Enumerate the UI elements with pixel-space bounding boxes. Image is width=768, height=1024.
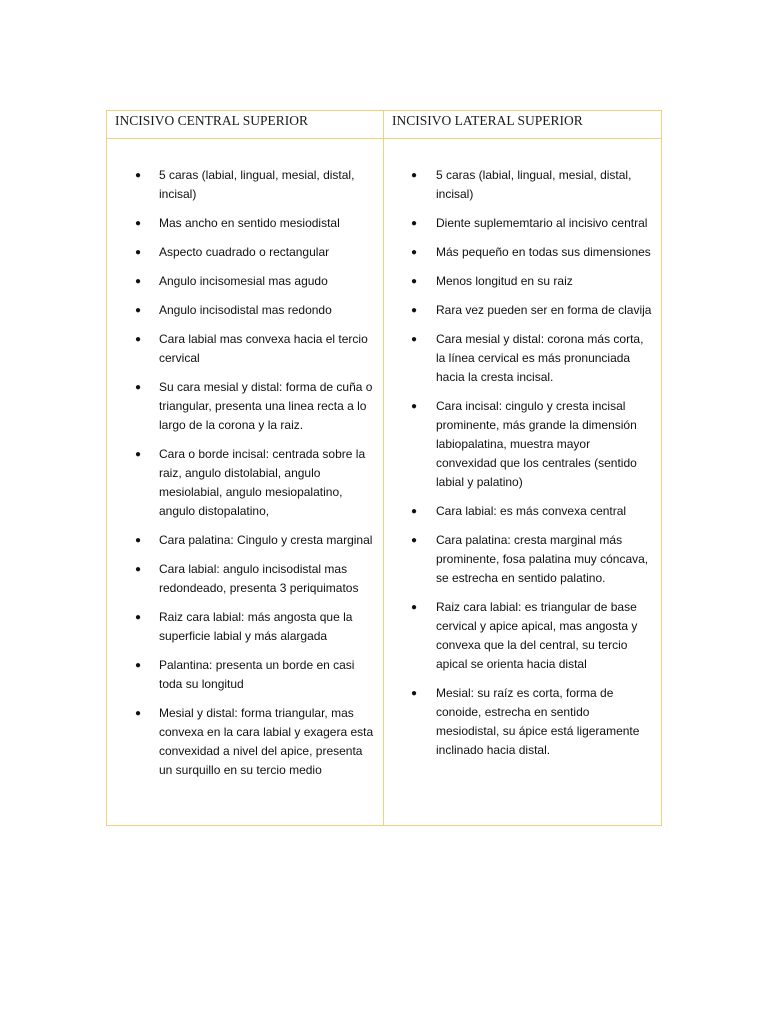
list-item (107, 445, 383, 521)
list-item-text: Raiz cara labial: más angosta que la superficie labial y más alargada (159, 610, 353, 643)
bullet-icon: ● (411, 602, 418, 613)
bullet-icon: ● (411, 535, 418, 546)
bullet-icon: ● (411, 247, 418, 258)
list-item (107, 214, 383, 233)
list-item-text: Rara vez pueden ser en forma de clavija (436, 303, 652, 317)
header-incisivo-central: INCISIVO CENTRAL SUPERIOR (107, 111, 384, 139)
list-item-text: Mesial y distal: forma triangular, mas convexa en la cara labial y exagera esta convexidad a nivel del apice, presenta un surquillo en su tercio medio (159, 706, 374, 777)
list-item (107, 330, 383, 368)
list-item (384, 684, 661, 760)
lateral-list (384, 139, 661, 760)
column-incisivo-central (107, 139, 384, 825)
header-incisivo-lateral: INCISIVO LATERAL SUPERIOR (384, 111, 661, 139)
list-item (107, 378, 383, 435)
list-item-text: 5 caras (labial, lingual, mesial, distal, incisal) (436, 168, 632, 201)
bullet-icon: ● (135, 660, 142, 671)
bullet-icon: ● (411, 276, 418, 287)
list-item-text: Su cara mesial y distal: forma de cuña o triangular, presenta una linea recta a lo largo de la corona y la raiz. (159, 380, 373, 432)
bullet-icon: ● (135, 449, 142, 460)
bullet-icon: ● (411, 401, 418, 412)
list-item (384, 330, 661, 387)
bullet-icon: ● (135, 170, 142, 181)
list-item (107, 560, 383, 598)
list-item-text: Aspecto cuadrado o rectangular (159, 245, 330, 259)
list-item-text: Cara labial: angulo incisodistal mas redondeado, presenta 3 periquimatos (159, 562, 359, 595)
bullet-icon: ● (411, 506, 418, 517)
list-item (107, 704, 383, 780)
bullet-icon: ● (135, 535, 142, 546)
list-item-text: Menos longitud en su raiz (436, 274, 573, 288)
list-item (384, 502, 661, 521)
bullet-icon: ● (135, 276, 142, 287)
bullet-icon: ● (135, 564, 142, 575)
list-item (384, 397, 661, 492)
list-item-text: Diente suplememtario al incisivo central (436, 216, 648, 230)
list-item (107, 272, 383, 291)
list-item-text: 5 caras (labial, lingual, mesial, distal, incisal) (159, 168, 355, 201)
list-item-text: Mas ancho en sentido mesiodistal (159, 216, 340, 230)
bullet-icon: ● (411, 170, 418, 181)
bullet-icon: ● (135, 708, 142, 719)
list-item (384, 531, 661, 588)
bullet-icon: ● (411, 334, 418, 345)
list-item (107, 301, 383, 320)
list-item (384, 166, 661, 204)
bullet-icon: ● (135, 382, 142, 393)
list-item-text: Cara palatina: Cingulo y cresta marginal (159, 533, 373, 547)
list-item-text: Palantina: presenta un borde en casi toda su longitud (159, 658, 355, 691)
list-item-text: Cara o borde incisal: centrada sobre la raiz, angulo distolabial, angulo mesiolabial, angulo mesiopalatino, angulo distopalatino, (159, 447, 366, 518)
list-item-text: Cara labial: es más convexa central (436, 504, 627, 518)
list-item-text: Más pequeño en todas sus dimensiones (436, 245, 651, 259)
list-item-text: Cara mesial y distal: corona más corta, la línea cervical es más pronunciada hacia la cresta incisal. (436, 332, 644, 384)
bullet-icon: ● (135, 305, 142, 316)
list-item (384, 301, 661, 320)
bullet-icon: ● (135, 612, 142, 623)
list-item-text: Angulo incisomesial mas agudo (159, 274, 328, 288)
list-item (107, 656, 383, 694)
bullet-icon: ● (411, 688, 418, 699)
list-item-text: Cara labial mas convexa hacia el tercio cervical (159, 332, 368, 365)
bullet-icon: ● (411, 218, 418, 229)
list-item (107, 531, 383, 550)
bullet-icon: ● (411, 305, 418, 316)
list-item (384, 272, 661, 291)
list-item (384, 214, 661, 233)
list-item-text: Cara palatina: cresta marginal más prominente, fosa palatina muy cóncava, se estrecha en sentido palatino. (436, 533, 649, 585)
list-item-text: Cara incisal: cingulo y cresta incisal prominente, más grande la dimensión labiopalatina, muestra mayor convexidad que los centrales (sentido labial y palatino) (436, 399, 637, 489)
central-list (107, 139, 383, 780)
list-item (384, 243, 661, 262)
bullet-icon: ● (135, 334, 142, 345)
bullet-icon: ● (135, 247, 142, 258)
list-item-text: Raiz cara labial: es triangular de base cervical y apice apical, mas angosta y convexa que la del central, su tercio apical se orienta hacia distal (436, 600, 638, 671)
comparison-table (106, 110, 662, 826)
list-item (107, 608, 383, 646)
list-item-text: Angulo incisodistal mas redondo (159, 303, 332, 317)
bullet-icon: ● (135, 218, 142, 229)
list-item (107, 243, 383, 262)
list-item-text: Mesial: su raíz es corta, forma de conoide, estrecha en sentido mesiodistal, su ápice está ligeramente inclinado hacia distal. (436, 686, 640, 757)
list-item (384, 598, 661, 674)
list-item (107, 166, 383, 204)
column-incisivo-lateral (384, 139, 661, 825)
